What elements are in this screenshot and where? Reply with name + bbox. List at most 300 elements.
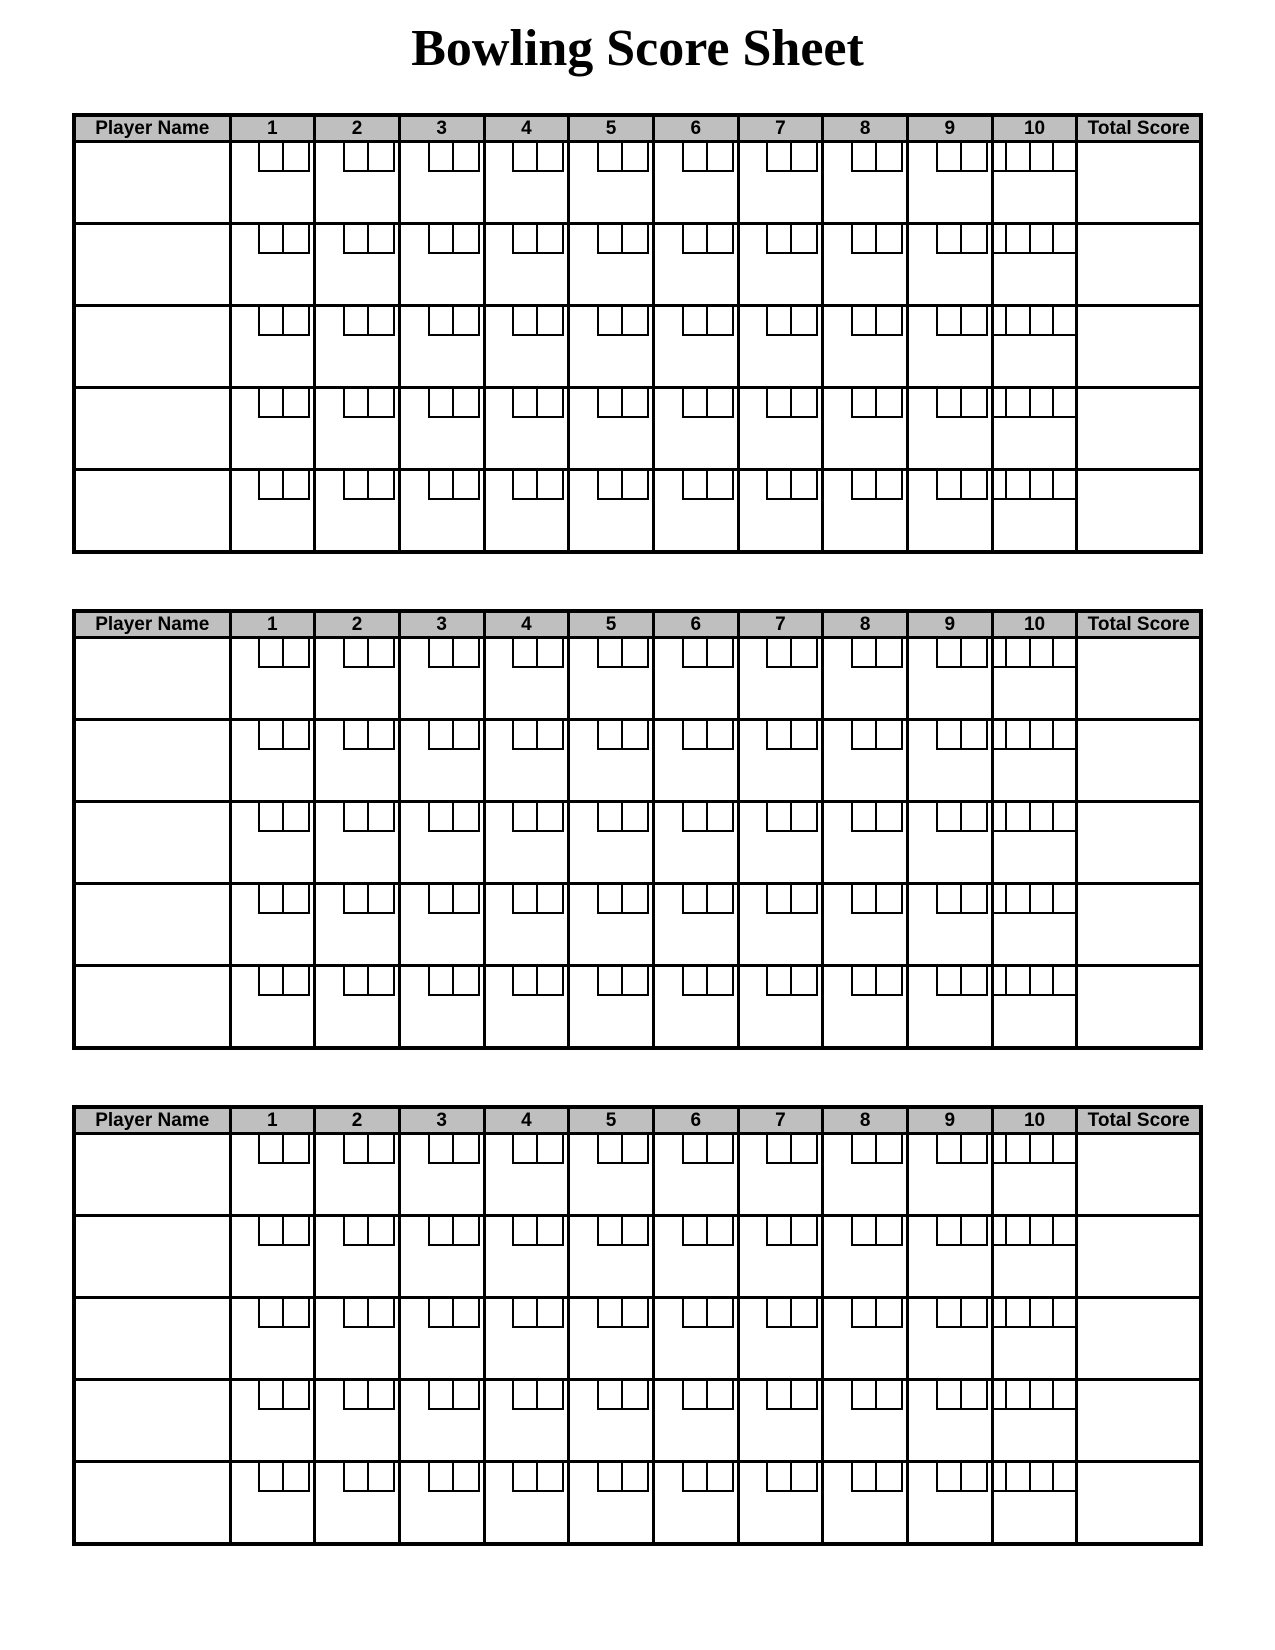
throw-box[interactable] (936, 1463, 962, 1492)
frame-cell[interactable] (484, 470, 569, 553)
frame-cell[interactable] (399, 1298, 484, 1380)
throw-box[interactable] (682, 1381, 708, 1410)
frame-cell[interactable] (823, 966, 908, 1049)
frame-cell[interactable] (569, 1216, 654, 1298)
throw-box[interactable] (428, 721, 454, 750)
frame-cell[interactable] (315, 1216, 400, 1298)
frame-cell[interactable] (569, 884, 654, 966)
frame-10-cell[interactable] (992, 306, 1077, 388)
frame-cell[interactable] (484, 802, 569, 884)
throw-box[interactable] (454, 1135, 480, 1164)
throw-box[interactable] (454, 639, 480, 668)
throw-box[interactable] (1052, 639, 1075, 666)
throw-box[interactable] (369, 1299, 395, 1328)
frame-cell[interactable] (399, 1462, 484, 1545)
throw-box[interactable] (936, 1217, 962, 1246)
throw-box[interactable] (851, 1463, 877, 1492)
throw-box[interactable] (682, 143, 708, 172)
throw-box[interactable] (343, 1135, 369, 1164)
throw-box[interactable] (284, 389, 310, 418)
frame-cell[interactable] (569, 224, 654, 306)
throw-box[interactable] (623, 225, 649, 254)
throw-box[interactable] (851, 389, 877, 418)
frame-cell[interactable] (653, 720, 738, 802)
throw-box[interactable] (1052, 307, 1075, 334)
throw-box[interactable] (1052, 1135, 1075, 1162)
throw-box[interactable] (851, 1381, 877, 1410)
throw-box[interactable] (1005, 1135, 1028, 1162)
frame-cell[interactable] (653, 1216, 738, 1298)
throw-box[interactable] (284, 721, 310, 750)
throw-box[interactable] (1029, 967, 1052, 994)
frame-10-cell[interactable] (992, 884, 1077, 966)
frame-cell[interactable] (230, 1462, 315, 1545)
frame-cell[interactable] (908, 470, 993, 553)
throw-box[interactable] (538, 389, 564, 418)
throw-box[interactable] (962, 1381, 988, 1410)
throw-box[interactable] (623, 1381, 649, 1410)
frame-cell[interactable] (738, 142, 823, 224)
throw-box[interactable] (708, 803, 734, 832)
throw-box[interactable] (343, 1299, 369, 1328)
throw-box[interactable] (428, 389, 454, 418)
frame-cell[interactable] (230, 306, 315, 388)
throw-box[interactable] (623, 639, 649, 668)
throw-box[interactable] (428, 471, 454, 500)
frame-cell[interactable] (569, 1462, 654, 1545)
throw-box[interactable] (962, 803, 988, 832)
frame-cell[interactable] (823, 1216, 908, 1298)
frame-cell[interactable] (230, 720, 315, 802)
throw-box[interactable] (512, 803, 538, 832)
frame-cell[interactable] (908, 1380, 993, 1462)
frame-cell[interactable] (484, 142, 569, 224)
throw-box[interactable] (538, 1381, 564, 1410)
player-name-cell[interactable] (74, 1134, 230, 1216)
throw-box[interactable] (682, 803, 708, 832)
total-score-cell[interactable] (1077, 720, 1201, 802)
throw-box[interactable] (1029, 803, 1052, 830)
throw-box[interactable] (962, 639, 988, 668)
frame-cell[interactable] (823, 720, 908, 802)
frame-10-cell[interactable] (992, 720, 1077, 802)
player-name-cell[interactable] (74, 142, 230, 224)
throw-box[interactable] (538, 1217, 564, 1246)
frame-cell[interactable] (738, 224, 823, 306)
frame-cell[interactable] (315, 470, 400, 553)
frame-cell[interactable] (230, 1134, 315, 1216)
player-name-cell[interactable] (74, 884, 230, 966)
total-score-cell[interactable] (1077, 802, 1201, 884)
throw-box[interactable] (258, 143, 284, 172)
throw-box[interactable] (1005, 1217, 1028, 1244)
frame-cell[interactable] (399, 388, 484, 470)
throw-box[interactable] (936, 1135, 962, 1164)
frame-cell[interactable] (230, 224, 315, 306)
player-name-cell[interactable] (74, 1298, 230, 1380)
throw-box[interactable] (343, 803, 369, 832)
frame-10-cell[interactable] (992, 1216, 1077, 1298)
frame-cell[interactable] (399, 1134, 484, 1216)
throw-box[interactable] (428, 307, 454, 336)
frame-cell[interactable] (484, 306, 569, 388)
frame-cell[interactable] (230, 142, 315, 224)
throw-box[interactable] (369, 967, 395, 996)
total-score-cell[interactable] (1077, 1134, 1201, 1216)
throw-box[interactable] (284, 967, 310, 996)
frame-cell[interactable] (653, 306, 738, 388)
frame-cell[interactable] (315, 224, 400, 306)
frame-cell[interactable] (738, 884, 823, 966)
throw-box[interactable] (766, 1299, 792, 1328)
frame-cell[interactable] (908, 388, 993, 470)
frame-cell[interactable] (399, 306, 484, 388)
throw-box[interactable] (258, 639, 284, 668)
throw-box[interactable] (597, 471, 623, 500)
throw-box[interactable] (1005, 389, 1028, 416)
throw-box[interactable] (877, 803, 903, 832)
frame-cell[interactable] (738, 1134, 823, 1216)
frame-cell[interactable] (315, 884, 400, 966)
throw-box[interactable] (369, 639, 395, 668)
throw-box[interactable] (962, 967, 988, 996)
throw-box[interactable] (682, 225, 708, 254)
frame-10-cell[interactable] (992, 802, 1077, 884)
frame-cell[interactable] (823, 1134, 908, 1216)
throw-box[interactable] (258, 885, 284, 914)
throw-box[interactable] (1052, 885, 1075, 912)
throw-box[interactable] (1052, 1381, 1075, 1408)
frame-10-cell[interactable] (992, 224, 1077, 306)
frame-cell[interactable] (908, 802, 993, 884)
throw-box[interactable] (428, 1381, 454, 1410)
throw-box[interactable] (766, 143, 792, 172)
total-score-cell[interactable] (1077, 638, 1201, 720)
frame-cell[interactable] (908, 306, 993, 388)
throw-box[interactable] (851, 885, 877, 914)
throw-box[interactable] (1052, 1217, 1075, 1244)
throw-box[interactable] (708, 1381, 734, 1410)
throw-box[interactable] (258, 1463, 284, 1492)
throw-box[interactable] (597, 1381, 623, 1410)
throw-box[interactable] (258, 1217, 284, 1246)
throw-box[interactable] (766, 307, 792, 336)
throw-box[interactable] (936, 389, 962, 418)
throw-box[interactable] (512, 885, 538, 914)
frame-cell[interactable] (399, 966, 484, 1049)
throw-box[interactable] (512, 389, 538, 418)
throw-box[interactable] (708, 225, 734, 254)
throw-box[interactable] (766, 1217, 792, 1246)
throw-box[interactable] (284, 143, 310, 172)
throw-box[interactable] (1029, 1381, 1052, 1408)
throw-box[interactable] (258, 1135, 284, 1164)
throw-box[interactable] (343, 967, 369, 996)
frame-cell[interactable] (908, 142, 993, 224)
frame-cell[interactable] (569, 1380, 654, 1462)
throw-box[interactable] (936, 1299, 962, 1328)
frame-cell[interactable] (823, 224, 908, 306)
frame-cell[interactable] (484, 1134, 569, 1216)
player-name-cell[interactable] (74, 470, 230, 553)
throw-box[interactable] (258, 307, 284, 336)
frame-10-cell[interactable] (992, 388, 1077, 470)
throw-box[interactable] (597, 885, 623, 914)
throw-box[interactable] (538, 639, 564, 668)
throw-box[interactable] (708, 307, 734, 336)
throw-box[interactable] (877, 639, 903, 668)
frame-cell[interactable] (738, 638, 823, 720)
total-score-cell[interactable] (1077, 306, 1201, 388)
throw-box[interactable] (682, 1135, 708, 1164)
frame-cell[interactable] (230, 1298, 315, 1380)
frame-cell[interactable] (484, 966, 569, 1049)
total-score-cell[interactable] (1077, 1380, 1201, 1462)
frame-cell[interactable] (653, 802, 738, 884)
throw-box[interactable] (512, 639, 538, 668)
frame-cell[interactable] (484, 720, 569, 802)
throw-box[interactable] (936, 143, 962, 172)
frame-cell[interactable] (908, 884, 993, 966)
throw-box[interactable] (792, 885, 818, 914)
throw-box[interactable] (343, 885, 369, 914)
frame-cell[interactable] (738, 802, 823, 884)
frame-10-cell[interactable] (992, 1134, 1077, 1216)
frame-cell[interactable] (484, 1380, 569, 1462)
throw-box[interactable] (597, 225, 623, 254)
throw-box[interactable] (877, 1463, 903, 1492)
throw-box[interactable] (1005, 1463, 1028, 1490)
throw-box[interactable] (623, 885, 649, 914)
frame-10-cell[interactable] (992, 1298, 1077, 1380)
throw-box[interactable] (623, 1463, 649, 1492)
throw-box[interactable] (369, 721, 395, 750)
throw-box[interactable] (708, 885, 734, 914)
throw-box[interactable] (369, 885, 395, 914)
player-name-cell[interactable] (74, 638, 230, 720)
throw-box[interactable] (851, 803, 877, 832)
throw-box[interactable] (597, 967, 623, 996)
throw-box[interactable] (682, 721, 708, 750)
throw-box[interactable] (1005, 143, 1028, 170)
throw-box[interactable] (851, 307, 877, 336)
throw-box[interactable] (1052, 143, 1075, 170)
throw-box[interactable] (258, 389, 284, 418)
throw-box[interactable] (682, 307, 708, 336)
frame-cell[interactable] (823, 638, 908, 720)
frame-cell[interactable] (484, 224, 569, 306)
frame-cell[interactable] (653, 884, 738, 966)
player-name-cell[interactable] (74, 720, 230, 802)
throw-box[interactable] (512, 143, 538, 172)
throw-box[interactable] (284, 471, 310, 500)
throw-box[interactable] (682, 885, 708, 914)
frame-cell[interactable] (823, 1462, 908, 1545)
throw-box[interactable] (708, 1217, 734, 1246)
throw-box[interactable] (597, 1463, 623, 1492)
throw-box[interactable] (708, 721, 734, 750)
frame-cell[interactable] (569, 720, 654, 802)
throw-box[interactable] (682, 639, 708, 668)
frame-cell[interactable] (315, 306, 400, 388)
throw-box[interactable] (1005, 225, 1028, 252)
frame-cell[interactable] (738, 1216, 823, 1298)
player-name-cell[interactable] (74, 802, 230, 884)
throw-box[interactable] (538, 885, 564, 914)
player-name-cell[interactable] (74, 1462, 230, 1545)
frame-cell[interactable] (315, 1298, 400, 1380)
throw-box[interactable] (1052, 803, 1075, 830)
throw-box[interactable] (1029, 1463, 1052, 1490)
throw-box[interactable] (851, 225, 877, 254)
frame-cell[interactable] (908, 224, 993, 306)
throw-box[interactable] (1005, 639, 1028, 666)
throw-box[interactable] (454, 803, 480, 832)
total-score-cell[interactable] (1077, 884, 1201, 966)
throw-box[interactable] (682, 1217, 708, 1246)
throw-box[interactable] (343, 1217, 369, 1246)
total-score-cell[interactable] (1077, 1298, 1201, 1380)
throw-box[interactable] (343, 471, 369, 500)
throw-box[interactable] (454, 1299, 480, 1328)
throw-box[interactable] (369, 1217, 395, 1246)
throw-box[interactable] (766, 471, 792, 500)
frame-cell[interactable] (484, 1462, 569, 1545)
throw-box[interactable] (454, 1217, 480, 1246)
throw-box[interactable] (877, 307, 903, 336)
frame-cell[interactable] (823, 470, 908, 553)
frame-10-cell[interactable] (992, 1462, 1077, 1545)
frame-cell[interactable] (230, 470, 315, 553)
frame-cell[interactable] (230, 802, 315, 884)
throw-box[interactable] (512, 721, 538, 750)
throw-box[interactable] (1005, 721, 1028, 748)
throw-box[interactable] (851, 1299, 877, 1328)
frame-cell[interactable] (653, 1380, 738, 1462)
player-name-cell[interactable] (74, 306, 230, 388)
frame-cell[interactable] (569, 638, 654, 720)
frame-cell[interactable] (823, 1298, 908, 1380)
throw-box[interactable] (936, 967, 962, 996)
throw-box[interactable] (597, 1135, 623, 1164)
throw-box[interactable] (962, 1135, 988, 1164)
throw-box[interactable] (1052, 471, 1075, 498)
throw-box[interactable] (766, 885, 792, 914)
throw-box[interactable] (766, 1463, 792, 1492)
throw-box[interactable] (428, 1463, 454, 1492)
player-name-cell[interactable] (74, 1380, 230, 1462)
throw-box[interactable] (343, 1381, 369, 1410)
throw-box[interactable] (792, 967, 818, 996)
frame-cell[interactable] (823, 1380, 908, 1462)
frame-cell[interactable] (399, 1216, 484, 1298)
throw-box[interactable] (597, 1299, 623, 1328)
throw-box[interactable] (284, 307, 310, 336)
throw-box[interactable] (766, 389, 792, 418)
throw-box[interactable] (1029, 225, 1052, 252)
throw-box[interactable] (936, 307, 962, 336)
throw-box[interactable] (792, 1299, 818, 1328)
player-name-cell[interactable] (74, 1216, 230, 1298)
throw-box[interactable] (962, 225, 988, 254)
throw-box[interactable] (428, 225, 454, 254)
throw-box[interactable] (962, 885, 988, 914)
total-score-cell[interactable] (1077, 1216, 1201, 1298)
frame-cell[interactable] (908, 1462, 993, 1545)
throw-box[interactable] (766, 639, 792, 668)
total-score-cell[interactable] (1077, 966, 1201, 1049)
frame-cell[interactable] (908, 966, 993, 1049)
throw-box[interactable] (538, 225, 564, 254)
throw-box[interactable] (343, 389, 369, 418)
throw-box[interactable] (936, 471, 962, 500)
frame-cell[interactable] (738, 470, 823, 553)
frame-cell[interactable] (484, 1216, 569, 1298)
throw-box[interactable] (454, 389, 480, 418)
throw-box[interactable] (936, 721, 962, 750)
throw-box[interactable] (792, 225, 818, 254)
throw-box[interactable] (792, 639, 818, 668)
frame-cell[interactable] (908, 638, 993, 720)
throw-box[interactable] (597, 639, 623, 668)
frame-cell[interactable] (230, 1216, 315, 1298)
throw-box[interactable] (877, 225, 903, 254)
throw-box[interactable] (766, 1135, 792, 1164)
throw-box[interactable] (284, 1217, 310, 1246)
frame-cell[interactable] (738, 720, 823, 802)
throw-box[interactable] (597, 307, 623, 336)
throw-box[interactable] (369, 803, 395, 832)
throw-box[interactable] (538, 803, 564, 832)
frame-cell[interactable] (399, 802, 484, 884)
throw-box[interactable] (766, 967, 792, 996)
total-score-cell[interactable] (1077, 224, 1201, 306)
throw-box[interactable] (454, 721, 480, 750)
frame-cell[interactable] (569, 802, 654, 884)
frame-cell[interactable] (738, 306, 823, 388)
throw-box[interactable] (538, 967, 564, 996)
throw-box[interactable] (597, 803, 623, 832)
throw-box[interactable] (428, 1135, 454, 1164)
frame-cell[interactable] (399, 224, 484, 306)
throw-box[interactable] (538, 1463, 564, 1492)
throw-box[interactable] (258, 471, 284, 500)
throw-box[interactable] (766, 803, 792, 832)
frame-10-cell[interactable] (992, 638, 1077, 720)
frame-cell[interactable] (315, 1462, 400, 1545)
throw-box[interactable] (369, 1381, 395, 1410)
throw-box[interactable] (454, 1381, 480, 1410)
frame-cell[interactable] (399, 142, 484, 224)
throw-box[interactable] (1052, 1463, 1075, 1490)
throw-box[interactable] (1029, 471, 1052, 498)
throw-box[interactable] (708, 1463, 734, 1492)
throw-box[interactable] (369, 225, 395, 254)
throw-box[interactable] (343, 225, 369, 254)
throw-box[interactable] (428, 1299, 454, 1328)
frame-cell[interactable] (653, 966, 738, 1049)
frame-cell[interactable] (230, 388, 315, 470)
throw-box[interactable] (623, 1217, 649, 1246)
frame-cell[interactable] (908, 1134, 993, 1216)
throw-box[interactable] (597, 389, 623, 418)
throw-box[interactable] (877, 471, 903, 500)
throw-box[interactable] (792, 143, 818, 172)
frame-cell[interactable] (230, 1380, 315, 1462)
frame-10-cell[interactable] (992, 966, 1077, 1049)
throw-box[interactable] (1005, 1381, 1028, 1408)
throw-box[interactable] (512, 1217, 538, 1246)
